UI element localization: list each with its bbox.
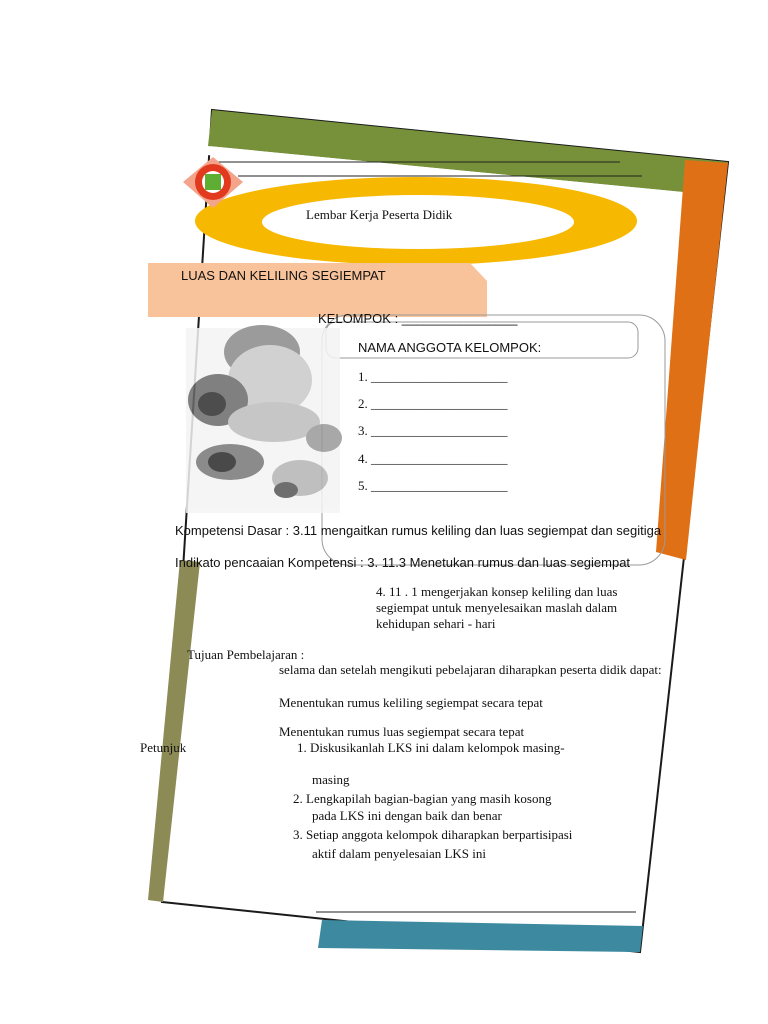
- petunjuk-item-1a: 1. Diskusikanlah LKS ini dalam kelompok masing-: [297, 740, 565, 755]
- tujuan-intro: selama dan setelah mengikuti pebelajaran diharapkan peserta didik dapat:: [279, 662, 662, 677]
- worksheet-subtitle: Lembar Kerja Peserta Didik: [306, 207, 453, 222]
- indikator-line-2: segiempat untuk menyelesaikan maslah dalam: [376, 600, 618, 615]
- member-line-5: 5. _____________________: [358, 478, 508, 493]
- tujuan-item-2: Menentukan rumus luas segiempat secara tepat: [279, 724, 525, 739]
- petunjuk-item-1b: masing: [312, 772, 350, 787]
- petunjuk-item-3b: aktif dalam penyelesaian LKS ini: [312, 846, 487, 861]
- worksheet-title: LUAS DAN KELILING SEGIEMPAT: [181, 268, 386, 283]
- petunjuk-label: Petunjuk: [140, 740, 187, 755]
- member-line-4: 4. _____________________: [358, 451, 508, 466]
- petunjuk-item-3a: 3. Setiap anggota kelompok diharapkan berpartisipasi: [293, 827, 573, 842]
- member-line-3: 3. _____________________: [358, 423, 508, 438]
- petunjuk-item-2a: 2. Lengkapilah bagian-bagian yang masih kosong: [293, 791, 552, 806]
- indikator: Indikato pencaaian Kompetensi : 3. 11.3 Menetukan rumus dan luas segiempat: [175, 555, 631, 570]
- indikator-line-3: kehidupan sehari - hari: [376, 616, 496, 631]
- tujuan-item-1: Menentukan rumus keliling segiempat secara tepat: [279, 695, 543, 710]
- tujuan-label: Tujuan Pembelajaran :: [187, 647, 305, 662]
- kompetensi-dasar: Kompetensi Dasar : 3.11 mengaitkan rumus keliling dan luas segiempat dan segitiga: [175, 523, 662, 538]
- member-line-1: 1. _____________________: [358, 369, 508, 384]
- students-illustration: [186, 325, 342, 513]
- member-line-2: 2. _____________________: [358, 396, 508, 411]
- group-label: KELOMPOK : ________________: [318, 311, 518, 326]
- indikator-line-1: 4. 11 . 1 mengerjakan konsep keliling dan luas: [376, 584, 618, 599]
- members-label: NAMA ANGGOTA KELOMPOK:: [358, 340, 542, 355]
- petunjuk-item-2b: pada LKS ini dengan baik dan benar: [312, 808, 502, 823]
